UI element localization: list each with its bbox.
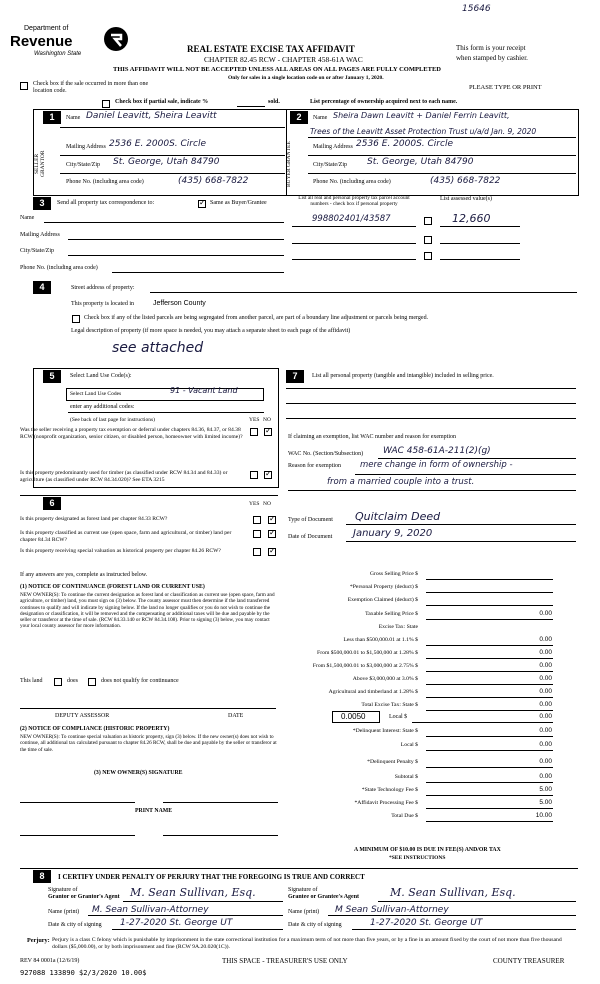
tax-row-value[interactable]: 0.00 xyxy=(539,701,552,708)
buyer-city-label: City/State/Zip xyxy=(313,162,347,168)
tax-row-label: From $500,000.01 to $1,500,000 at 1.28% $ xyxy=(317,650,418,656)
additional-codes-field[interactable] xyxy=(68,412,264,413)
deputy-date-label: DATE xyxy=(228,713,244,719)
street-address-field[interactable] xyxy=(150,292,577,293)
parcel-personal-checkbox[interactable] xyxy=(424,217,432,225)
tax-row-line xyxy=(426,579,553,580)
seller-phone[interactable]: (435) 668-7822 xyxy=(178,176,249,186)
tax-row-value[interactable]: 0.00 xyxy=(539,758,552,765)
land-use-label: Select Land Use Code(s): xyxy=(70,373,132,379)
grantee-date-city[interactable]: 1-27-2020 St. George UT xyxy=(370,918,483,928)
form-revision: REV 84 0001a (12/6/19) xyxy=(20,958,80,964)
local-tax-value[interactable]: 0.00 xyxy=(539,713,552,720)
grantee-date-label: Date & city of signing xyxy=(288,922,342,928)
sold-label: sold. xyxy=(268,99,280,105)
exemption-yes-checkbox[interactable] xyxy=(250,428,258,436)
parcel-header: List all real and personal property tax parcel account numbers - check box if personal property xyxy=(298,195,410,207)
correspondence-name-field[interactable] xyxy=(44,222,284,223)
timber-yes-checkbox[interactable] xyxy=(250,471,258,479)
seller-address[interactable]: 2536 E. 2000S. Circle xyxy=(109,139,206,149)
grantor-signature-line xyxy=(123,901,283,902)
reason-underline-1 xyxy=(355,474,576,475)
tax-row-value[interactable]: 0.00 xyxy=(539,773,552,780)
section-2-number: 2 xyxy=(290,111,308,124)
assessed-header: List assessed value(s) xyxy=(440,196,492,202)
tax-row-line xyxy=(426,710,553,711)
land-use-codes-label: Select Land Use Codes xyxy=(70,391,122,397)
assessed-line-1 xyxy=(440,226,520,227)
treasurer-stamp: 927088 133890 $2/3/2020 10.00$ xyxy=(20,969,147,977)
buyer-address[interactable]: 2536 E. 2000S. Circle xyxy=(356,139,453,149)
grantee-signature[interactable]: M. Sean Sullivan, Esq. xyxy=(390,886,516,899)
print-name-line-1[interactable] xyxy=(20,835,135,836)
seller-side-label: SELLER GRANTOR xyxy=(34,150,46,178)
tax-row-label: *Personal Property (deduct) $ xyxy=(349,584,418,590)
assessed-line-2 xyxy=(440,243,520,244)
tax-row-line xyxy=(426,750,553,751)
tax-row-line xyxy=(426,592,553,593)
local-tax-label: Local $ xyxy=(389,714,408,720)
tax-row-value[interactable]: 5.00 xyxy=(539,799,552,806)
county-value[interactable]: Jefferson County xyxy=(153,300,206,307)
parcel-personal-checkbox-3[interactable] xyxy=(424,252,432,260)
does-not-label: does not qualify for continuance xyxy=(101,678,179,684)
tax-row-line xyxy=(426,782,553,783)
tax-row-label: Local $ xyxy=(400,742,418,748)
correspondence-address-label: Mailing Address xyxy=(20,232,60,238)
multi-location-checkbox[interactable] xyxy=(20,82,28,90)
tax-row-line xyxy=(426,645,553,646)
wac-number[interactable]: WAC 458-61A-211(2)(g) xyxy=(383,446,491,456)
seller-phone-label: Phone No. (including area code) xyxy=(66,179,144,185)
exemption-question: Was the seller receiving a property tax exemption or deferral under chapters 84.36, 84.37, or 84.38 RCW (nonprofit organization, senior citizen, or disabled person, homeowner with limited income)? xyxy=(20,427,243,440)
seller-name-line xyxy=(60,127,285,128)
tax-row-line xyxy=(426,619,553,620)
type-or-print: PLEASE TYPE OR PRINT xyxy=(469,84,542,91)
seller-address-label: Mailing Address xyxy=(66,144,106,150)
receipt-line1: This form is your receipt xyxy=(456,44,526,52)
grantee-signature-line xyxy=(378,901,576,902)
document-date-label: Date of Document xyxy=(288,534,333,540)
personal-property-line-1[interactable] xyxy=(286,388,576,389)
document-date-line xyxy=(346,541,576,542)
correspondence-phone-field[interactable] xyxy=(112,272,284,273)
partial-sale-checkbox[interactable] xyxy=(102,100,110,108)
tax-row-label: Total Excise Tax: State $ xyxy=(361,702,418,708)
historic-yes-checkbox[interactable] xyxy=(253,548,261,556)
legal-description-label: Legal description of property (if more space is needed, you may attach a separate sheet to each page of the affidavit) xyxy=(71,328,351,334)
tax-row-value[interactable]: 0.00 xyxy=(539,662,552,669)
stamp-number: 15646 xyxy=(462,4,491,14)
tax-row-line xyxy=(426,795,553,796)
certify-statement: I CERTIFY UNDER PENALTY OF PERJURY THAT THE FOREGOING IS TRUE AND CORRECT xyxy=(58,873,365,881)
buyer-name-label: Name xyxy=(313,115,328,121)
county-treasurer: COUNTY TREASURER xyxy=(493,957,565,965)
located-in-label: This property is located in xyxy=(71,301,134,307)
parcel-line-3 xyxy=(292,259,416,260)
buyer-side-label: BUYER GRANTEE xyxy=(286,141,292,187)
buyer-address-line xyxy=(308,155,576,156)
timber-no-checkbox[interactable] xyxy=(264,471,272,479)
percent-ownership-label: List percentage of ownership acquired next to each name. xyxy=(310,99,458,105)
tax-row-label: Above $3,000,000 at 3.0% $ xyxy=(352,676,418,682)
legal-description[interactable]: see attached xyxy=(112,340,204,356)
personal-property-line-3[interactable] xyxy=(286,418,576,419)
partial-percent-field[interactable] xyxy=(237,106,265,107)
same-as-buyer-label: Same as Buyer/Grantee xyxy=(210,200,267,206)
tax-row-value[interactable]: 0.00 xyxy=(539,649,552,656)
grantor-sig-label-2: Grantor or Grantor's Agent xyxy=(48,894,120,900)
tax-row-value[interactable]: 0.00 xyxy=(539,675,552,682)
current-use-question: Is this property classified as current use (open space, farm and agricultural, or timber) land per chapter 84.34 RCW? xyxy=(20,530,232,543)
tax-row-label: Taxable Selling Price $ xyxy=(365,611,418,617)
tax-row-label: Less than $500,000.01 at 1.1% $ xyxy=(343,637,418,643)
new-owner-signature-label: (3) NEW OWNER(S) SIGNATURE xyxy=(94,770,183,776)
does-label: does xyxy=(67,678,78,684)
tax-row-line xyxy=(426,658,553,659)
personal-property-line-2[interactable] xyxy=(286,403,576,404)
forest-land-question: Is this property designated as forest land per chapter 84.33 RCW? xyxy=(20,516,168,522)
timber-question: Is this property predominantly used for timber (as classified under RCW 84.34 and 84.33) or agriculture (as classified under RCW 84.34.020)? See ETA 3215 xyxy=(20,470,228,483)
does-not-qualify-checkbox[interactable] xyxy=(88,678,96,686)
seller-name-label: Name xyxy=(66,115,81,121)
assessed-value[interactable]: 12,660 xyxy=(452,212,491,225)
tax-row-label: Agricultural and timberland at 1.28% $ xyxy=(328,689,418,695)
buyer-phone-label: Phone No. (including area code) xyxy=(313,179,391,185)
minimum-due: A MINIMUM OF $10.00 IS DUE IN FEE(S) AND/OR TAX xyxy=(354,847,501,853)
section-6-top-line xyxy=(20,495,278,496)
additional-codes-label: enter any additional codes: xyxy=(70,404,135,410)
forest-yes-checkbox[interactable] xyxy=(253,516,261,524)
correspondence-phone-label: Phone No. (including area code) xyxy=(20,265,98,271)
tax-row-line xyxy=(426,821,553,822)
tax-row-label: *State Technology Fee $ xyxy=(361,787,418,793)
notice-complete: THIS AFFIDAVIT WILL NOT BE ACCEPTED UNLESS ALL AREAS ON ALL PAGES ARE FULLY COMPLETED xyxy=(113,66,441,73)
street-address-label: Street address of property: xyxy=(71,285,135,291)
document-type-label: Type of Document xyxy=(288,517,333,523)
sec6-no-label: NO xyxy=(263,501,271,507)
dept-line2: Revenue xyxy=(10,33,73,50)
send-correspondence-label: Send all property tax correspondence to: xyxy=(57,200,155,206)
grantee-sig-label-1: Signature of xyxy=(288,887,318,893)
print-name-line-2[interactable] xyxy=(163,835,278,836)
grantor-signature[interactable]: M. Sean Sullivan, Esq. xyxy=(130,886,256,899)
grantee-sig-label-2: Grantee or Grantee's Agent xyxy=(288,894,360,900)
section-6-number: 6 xyxy=(43,497,61,510)
section-8-number: 8 xyxy=(33,870,51,883)
correspondence-city-label: City/State/Zip xyxy=(20,248,54,254)
this-land-label: This land xyxy=(20,678,43,684)
section-3-number: 3 xyxy=(33,197,51,210)
form-title: REAL ESTATE EXCISE TAX AFFIDAVIT xyxy=(187,44,355,54)
grantor-date-label: Date & city of signing xyxy=(48,922,102,928)
new-owner-signature-line-2[interactable] xyxy=(163,802,278,803)
land-use-code[interactable]: 91 - Vacant Land xyxy=(170,386,238,395)
deputy-signature-line[interactable] xyxy=(20,708,276,709)
current-use-yes-checkbox[interactable] xyxy=(253,530,261,538)
buyer-city[interactable]: St. George, Utah 84790 xyxy=(367,157,474,167)
same-as-buyer-checkbox[interactable] xyxy=(198,200,206,208)
grantee-name-line xyxy=(328,915,576,916)
section-8-top-line xyxy=(20,868,578,869)
exemption-wac-label: If claiming an exemption, list WAC number and reason for exemption xyxy=(288,434,457,440)
buyer-name-line xyxy=(308,137,576,138)
tax-row-value[interactable]: 10.00 xyxy=(535,812,552,819)
local-tax-line xyxy=(412,722,553,723)
compliance-body: NEW OWNER(S): To continue special valuation as historic property, sign (3) below. If the new owner(s) does not wish to continue, all additional tax calculated pursuant to chapter 84.26 RCW, shall be due and payable by the seller or transferor at the time of sale. xyxy=(20,734,277,753)
tax-row-label: Excise Tax: State xyxy=(378,624,418,630)
tax-row-value[interactable]: 0.00 xyxy=(539,636,552,643)
seller-city-label: City/State/Zip xyxy=(66,162,100,168)
does-qualify-checkbox[interactable] xyxy=(54,678,62,686)
parcel-number[interactable]: 998802401/43587 xyxy=(312,214,391,224)
tax-row-line xyxy=(426,736,553,737)
current-use-no-checkbox[interactable] xyxy=(268,530,276,538)
dept-line1: Department of xyxy=(24,25,69,32)
tax-row-value[interactable]: 0.00 xyxy=(539,610,552,617)
continuance-title: (1) NOTICE OF CONTINUANCE (FOREST LAND OR CURRENT USE) xyxy=(20,584,205,590)
buyer-name-continued[interactable]: Trees of the Leavitt Asset Protection Trust u/a/d Jan. 9, 2020 xyxy=(310,127,537,136)
grantor-date-line xyxy=(112,929,283,930)
deputy-assessor-label: DEPUTY ASSESSOR xyxy=(55,713,110,719)
forest-no-checkbox[interactable] xyxy=(268,516,276,524)
seller-address-line xyxy=(60,155,285,156)
reason-underline-2 xyxy=(288,490,576,491)
tax-row-value[interactable]: 0.00 xyxy=(539,727,552,734)
dor-logo-icon xyxy=(103,26,129,52)
tax-row-label: *Delinquent Interest: State $ xyxy=(352,728,418,734)
perjury-label: Perjury: xyxy=(27,937,50,944)
grantor-print-name[interactable]: M. Sean Sullivan-Attorney xyxy=(92,905,209,915)
document-type-line xyxy=(346,524,576,525)
wac-number-label: WAC No. (Section/Subsection) xyxy=(288,451,364,457)
wac-line xyxy=(378,458,576,459)
see-back-label: (See back of last page for instructions) xyxy=(70,417,155,423)
grantee-date-line xyxy=(352,929,576,930)
tax-row-label: Total Due $ xyxy=(391,813,418,819)
correspondence-address-field[interactable] xyxy=(68,239,284,240)
grantor-date-city[interactable]: 1-27-2020 St. George UT xyxy=(120,918,233,928)
section-4-number: 4 xyxy=(33,281,51,294)
buyer-name[interactable]: Sheira Dawn Leavitt + Daniel Ferrin Leavitt, xyxy=(333,111,510,120)
tax-row-line xyxy=(426,605,553,606)
tax-row-line xyxy=(426,767,553,768)
buyer-phone[interactable]: (435) 668-7822 xyxy=(430,176,501,186)
exemption-no-checkbox[interactable] xyxy=(264,428,272,436)
seller-city[interactable]: St. George, Utah 84790 xyxy=(113,157,220,167)
treasurer-space: THIS SPACE - TREASURER'S USE ONLY xyxy=(222,957,348,965)
tax-row-label: *Affidavit Processing Fee $ xyxy=(354,800,418,806)
compliance-title: (2) NOTICE OF COMPLIANCE (HISTORIC PROPERTY) xyxy=(20,726,170,732)
grantee-print-name[interactable]: M Sean Sullivan-Attorney xyxy=(335,905,449,915)
parcel-line-1 xyxy=(292,226,416,227)
form-subtitle: CHAPTER 82.45 RCW - CHAPTER 458-61A WAC xyxy=(204,55,363,64)
tax-row-label: From $1,500,000.01 to $3,000,000 at 2.75% $ xyxy=(312,663,418,669)
section-5-number: 5 xyxy=(43,370,61,383)
tax-row-line xyxy=(426,684,553,685)
correspondence-city-field[interactable] xyxy=(68,255,284,256)
personal-property-label: List all personal property (tangible and intangible) included in selling price. xyxy=(312,373,494,379)
seller-name[interactable]: Daniel Leavitt, Sheira Leavitt xyxy=(86,111,217,121)
grantor-name-label: Name (print) xyxy=(48,909,80,915)
sec5-no-label: NO xyxy=(263,417,271,423)
assessed-line-3 xyxy=(440,259,520,260)
grantor-sig-label-1: Signature of xyxy=(48,887,78,893)
sec6-yes-label: YES xyxy=(249,501,260,507)
seller-city-line xyxy=(60,173,285,174)
tax-row-value[interactable]: 0.00 xyxy=(539,688,552,695)
tax-row-label: Subtotal $ xyxy=(394,774,418,780)
parcel-personal-checkbox-2[interactable] xyxy=(424,236,432,244)
see-instructions: *SEE INSTRUCTIONS xyxy=(389,855,446,861)
multi-location-label: Check box if the sale occurred in more than one location code. xyxy=(33,81,149,94)
section-1-number: 1 xyxy=(43,111,61,124)
sec5-yes-label: YES xyxy=(249,417,260,423)
tax-row-label: *Delinquent Penalty $ xyxy=(367,759,418,765)
tax-row-label: Gross Selling Price $ xyxy=(369,571,418,577)
buyer-address-label: Mailing Address xyxy=(313,144,353,150)
segregated-checkbox[interactable] xyxy=(72,315,80,323)
document-type[interactable]: Quitclaim Deed xyxy=(355,510,441,523)
parcel-line-2 xyxy=(292,243,416,244)
continuance-body: NEW OWNER(S): To continue the current designation as forest land or classification as current use (open space, farm and agriculture, or timber) land, you must sign on (3) below. The county assessor must then determine if the land transferred continues to qualify and will indicate by signing below. If the land no longer qualifies or you do not wish to continue the designation or classification, it will be removed and the compensating or additional taxes will be due and payable by the seller or transferor at the time of sale. (RCW 84.33.140 or RCW 84.34.108). Prior to signing (3) below, you may contact your local county assessor for more information. xyxy=(20,592,275,630)
historic-question: Is this property receiving special valuation as historical property per chapter 84.26 RCW? xyxy=(20,548,221,554)
tax-row-line xyxy=(426,697,553,698)
tax-row-value[interactable]: 0.00 xyxy=(539,741,552,748)
if-yes-label: If any answers are yes, complete as instructed below. xyxy=(20,572,148,578)
reason-line-2[interactable]: from a married couple into a trust. xyxy=(327,477,475,487)
buyer-city-line xyxy=(308,173,576,174)
historic-no-checkbox[interactable] xyxy=(268,548,276,556)
document-date[interactable]: January 9, 2020 xyxy=(353,528,433,539)
section-7-number: 7 xyxy=(286,370,304,383)
tax-row-value[interactable]: 5.00 xyxy=(539,786,552,793)
new-owner-signature-line-1[interactable] xyxy=(20,802,135,803)
grantee-name-label: Name (print) xyxy=(288,909,320,915)
perjury-text: Perjury is a class C felony which is punishable by imprisonment in the state correctional institution for a maximum term of not more than five years, or by a fine in an amount fixed by the court of not more than five thousand dollars ($5,000.00), or by both imprisonment and fine (RCW 9A.20.020(1C)). xyxy=(52,937,562,950)
tax-row-label: Exemption Claimed (deduct) $ xyxy=(347,597,418,603)
tax-row-line xyxy=(426,671,553,672)
grantor-name-line xyxy=(88,915,283,916)
reason-label: Reason for exemption xyxy=(288,463,341,469)
dept-line3: Washington State xyxy=(34,51,82,57)
partial-sale-label: Check box if partial sale, indicate % xyxy=(115,99,209,105)
tax-row-line xyxy=(426,808,553,809)
local-rate[interactable]: 0.0050 xyxy=(341,712,366,721)
segregated-label: Check box if any of the listed parcels are being segregated from another parcel, are part of a boundary line adjustment or parcels being merged. xyxy=(84,315,429,321)
print-name-label: PRINT NAME xyxy=(135,808,173,814)
correspondence-name-label: Name xyxy=(20,215,35,221)
notice-single-location: Only for sales in a single location code on or after January 1, 2020. xyxy=(228,75,384,81)
reason-line-1[interactable]: mere change in form of ownership - xyxy=(360,460,513,470)
receipt-line2: when stamped by cashier. xyxy=(456,54,528,62)
